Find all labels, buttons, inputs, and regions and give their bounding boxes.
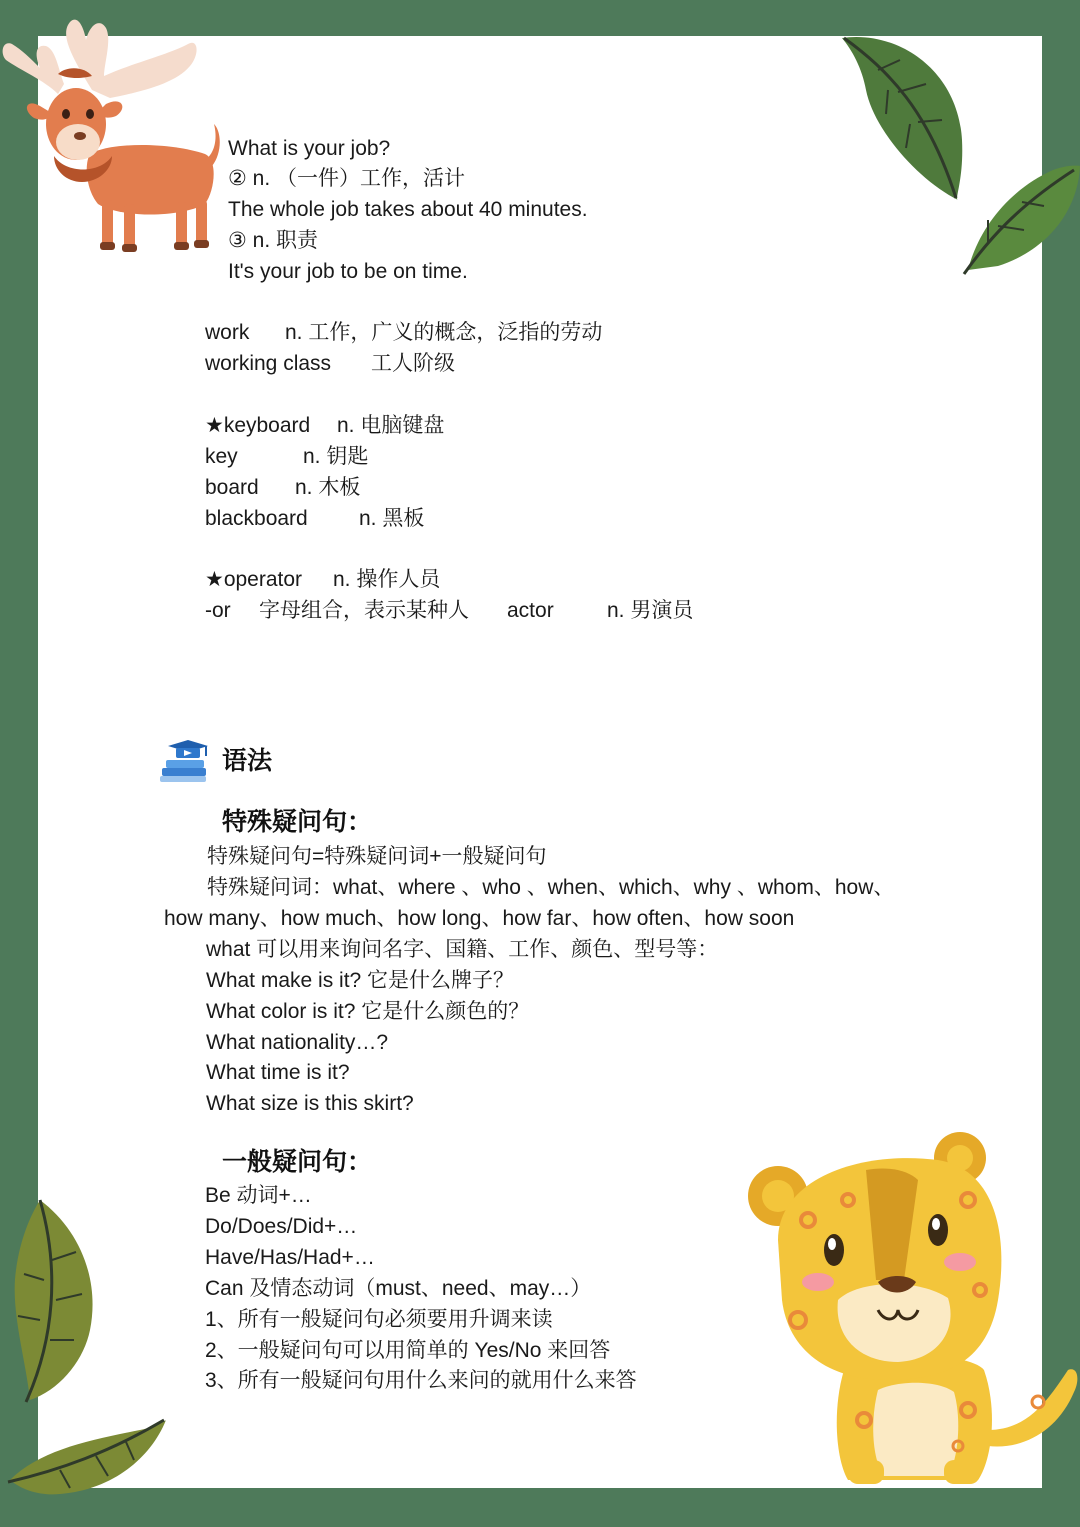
grammar-line: Do/Does/Did+…	[205, 1215, 358, 1238]
grammar-line: Be 动词+…	[205, 1184, 312, 1207]
vocab-definition: n. 操作人员	[333, 568, 441, 591]
grammar-line: what 可以用来询问名字、国籍、工作、颜色、型号等：	[206, 938, 719, 961]
leopard-illustration	[748, 1130, 1080, 1500]
grammar-line: 1、所有一般疑问句必须要用升调来读	[205, 1308, 553, 1331]
grammar-line: What size is this skirt?	[206, 1092, 414, 1115]
grammar-line: 3、所有一般疑问句用什么来问的就用什么来答	[205, 1369, 637, 1392]
vocab-word: board	[205, 476, 259, 499]
text-line: It's your job to be on time.	[228, 260, 468, 283]
vocab-row	[205, 567, 440, 593]
leaf-decoration	[838, 30, 1080, 280]
wh-question-heading: 特殊疑问句：	[222, 807, 373, 836]
vocab-definition: n. 工作，广义的概念，泛指的劳动	[285, 321, 603, 344]
vocab-word: key	[205, 445, 238, 468]
leaf-decoration	[0, 1190, 175, 1510]
grammar-line: What nationality…?	[206, 1031, 389, 1054]
vocab-row	[205, 444, 368, 470]
grammar-line: how many、how much、how long、how far、how often、how soon	[164, 907, 795, 930]
vocab-row	[205, 475, 360, 501]
grammar-line: What make is it? 它是什么牌子？	[206, 969, 515, 992]
grammar-line: What color is it? 它是什么颜色的？	[206, 1000, 530, 1023]
text-line: ③ n. 职责	[228, 229, 319, 252]
grammar-line: 特殊疑问词：what、where 、who 、when、which、why 、whom、how、	[207, 876, 895, 899]
vocab-row	[205, 506, 424, 532]
grammar-line: 特殊疑问句=特殊疑问词+一般疑问句	[207, 845, 547, 868]
vocab-definition: n. 钥匙	[303, 445, 369, 468]
text-line: ② n. （一件）工作，活计	[228, 167, 466, 190]
vocab-definition: 字母组合，表示某种人	[259, 599, 469, 622]
vocab-row	[205, 598, 693, 624]
book-icon	[158, 738, 210, 784]
grammar-line: 2、一般疑问句可以用简单的 Yes/No 来回答	[205, 1339, 611, 1362]
grammar-line: What time is it?	[206, 1061, 350, 1084]
vocab-row	[205, 351, 455, 377]
vocab-row	[205, 320, 602, 346]
moose-illustration	[0, 14, 225, 259]
vocab-definition: n. 木板	[295, 476, 361, 499]
yes-no-question-heading: 一般疑问句：	[222, 1147, 373, 1176]
vocab-definition: 工人阶级	[371, 352, 455, 375]
vocab-word: ★keyboard	[205, 414, 311, 437]
vocab-word: working class	[205, 352, 332, 375]
grammar-line: Have/Has/Had+…	[205, 1246, 375, 1269]
section-title: 语法	[222, 746, 273, 775]
vocab-word: -or	[205, 599, 231, 622]
vocab-definition: n. 男演员	[607, 599, 694, 622]
vocab-definition: n. 电脑键盘	[337, 414, 445, 437]
vocab-definition: n. 黑板	[359, 507, 425, 530]
vocab-word: work	[205, 321, 250, 344]
vocab-word: actor	[507, 599, 554, 622]
text-line: The whole job takes about 40 minutes.	[228, 198, 588, 221]
vocab-row	[205, 413, 444, 439]
text-line: What is your job?	[228, 137, 391, 160]
vocab-word: blackboard	[205, 507, 308, 530]
grammar-line: Can 及情态动词（must、need、may…）	[205, 1277, 592, 1300]
vocab-word: ★operator	[205, 568, 303, 591]
